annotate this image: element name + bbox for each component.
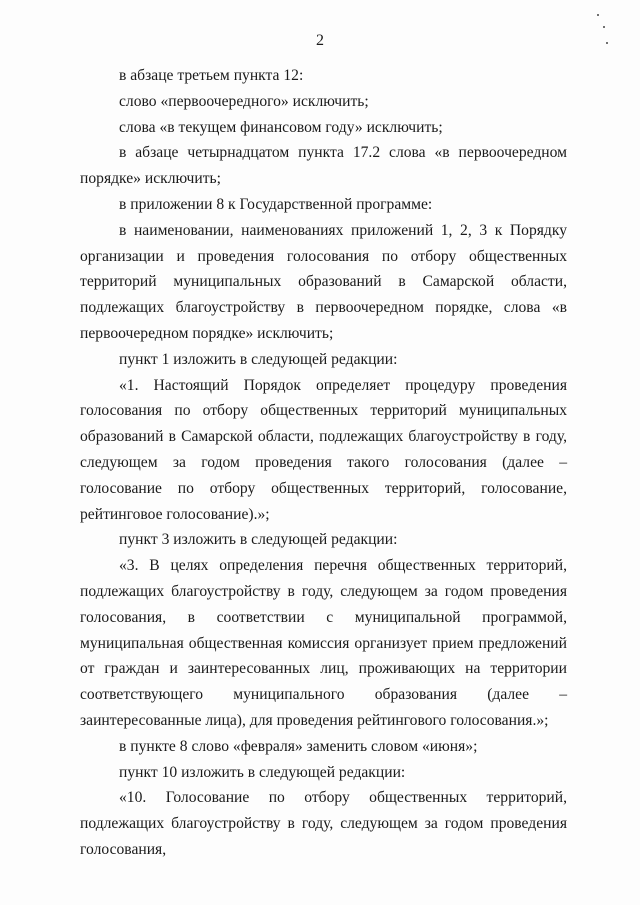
paragraph: в абзаце третьем пункта 12:	[119, 67, 304, 84]
page-number: 2	[316, 32, 324, 49]
paragraph: «3. В целях определения перечня общественных территорий, подлежащих благоустройству в году, следующем за годом проведения голосования, в соответствии с муниципальной программой, муниципальная общественная комиссия организует прием предложений от граждан и заинтересованных лиц, проживающих на территории соответствующего муниципального образования (далее – заинтересованные лица), для проведения рейтингового голосования.»;	[80, 557, 567, 729]
paragraph: пункт 3 изложить в следующей редакции:	[119, 531, 398, 549]
paragraph: пункт 10 изложить в следующей редакции:	[119, 763, 406, 781]
paragraph: в пункте 8 слово «февраля» заменить словом «июня»;	[119, 737, 478, 755]
paragraph: в приложении 8 к Государственной программе:	[119, 195, 433, 213]
paragraph: слова «в текущем финансовом году» исключить;	[119, 118, 443, 136]
scan-speck	[597, 14, 599, 16]
paragraph: «10. Голосование по отбору общественных территорий, подлежащих благоустройству в году, следующем за годом проведения голосования,	[80, 789, 567, 858]
paragraph: слово «первоочередного» исключить;	[119, 92, 369, 110]
document-body	[80, 63, 567, 863]
paragraph: в абзаце четырнадцатом пункта 17.2 слова «в первоочередном порядке» исключить;	[80, 144, 567, 188]
paragraph: пункт 1 изложить в следующей редакции:	[119, 350, 398, 368]
paragraph: «1. Настоящий Порядок определяет процедуру проведения голосования по отбору общественных территорий муниципальных образований в Самарской области, подлежащих благоустройству в году, следующем за годом проведения такого голосования (далее – голосование по отбору общественных территорий, голосование, рейтинговое голосование).»;	[80, 376, 567, 523]
paragraph: в наименовании, наименованиях приложений 1, 2, 3 к Порядку организации и проведения голосования по отбору общественных территорий муниципальных образований в Самарской области, подлежащих благоустройству в первоочередном порядке, слова «в первоочередном порядке» исключить;	[80, 221, 567, 342]
scan-speck	[603, 26, 605, 28]
scan-speck	[606, 42, 608, 44]
